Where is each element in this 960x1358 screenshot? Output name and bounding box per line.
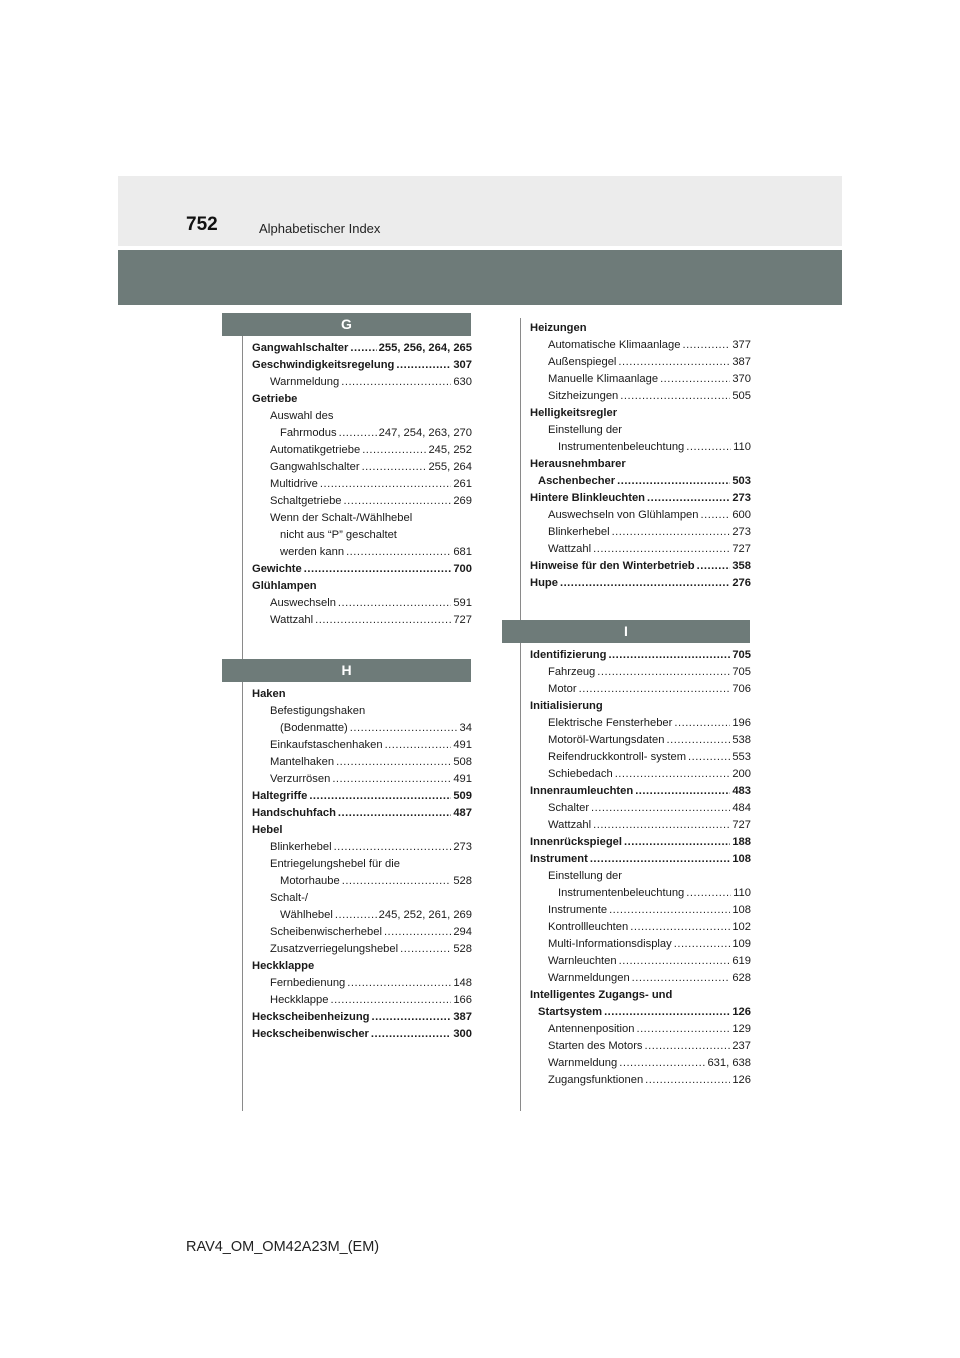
index-entry [242,340,472,357]
entry-term: Blinkerhebel [548,526,610,538]
index-entry [520,558,751,575]
dot-leader [320,476,451,493]
entry-page-ref: 148 [453,977,472,989]
dot-leader [591,800,730,817]
index-entry [520,1055,751,1072]
entry-page-ref: 491 [453,739,472,751]
index-entry [242,975,472,992]
entry-page-ref: 538 [732,734,751,746]
entry-page-ref: 628 [732,972,751,984]
dot-leader [608,647,730,664]
entry-term: Wählhebel [280,909,333,921]
entry-page-ref: 387 [453,1011,472,1023]
entry-page-ref: 727 [732,819,751,831]
index-entry [520,320,751,337]
dot-leader [682,337,730,354]
dot-leader [686,439,731,456]
index-entry [520,354,751,371]
entry-term: Intelligentes Zugangs- und [530,989,673,1001]
index-entry [242,856,472,873]
dot-leader [590,851,731,868]
entry-term: Fahrzeug [548,666,596,678]
index-entry [242,924,472,941]
entry-page-ref: 166 [453,994,472,1006]
dot-leader [701,507,731,524]
entry-page-ref: 681 [453,546,472,558]
document-code: RAV4_OM_OM42A23M_(EM) [186,1239,380,1255]
entry-term: Hupe [530,577,558,589]
entry-term: Entriegelungshebel für die [270,858,400,870]
dot-leader [384,924,451,941]
entry-term: Elektrische Fensterheber [548,717,673,729]
index-entry [520,749,751,766]
index-entry [520,800,751,817]
index-entry [242,703,472,720]
dot-leader [347,975,451,992]
entry-page-ref: 727 [453,614,472,626]
entry-term: Hinweise für den Winterbetrieb [530,560,695,572]
dot-leader [609,902,730,919]
index-entry [520,715,751,732]
dot-leader [339,425,377,442]
letter-heading-h: H [222,659,471,682]
dot-leader [617,473,730,490]
dot-leader [400,941,451,958]
entry-term: Hintere Blinkleuchten [530,492,646,504]
dot-leader [346,544,451,561]
dot-leader [697,558,731,575]
entry-term: Wattzahl [548,543,592,555]
dot-leader [372,1009,452,1026]
entry-page-ref: 245, 252 [428,444,472,456]
right-column [520,320,751,1089]
dot-leader [604,1004,730,1021]
index-entry [242,958,472,975]
entry-page-ref: 307 [453,359,472,371]
entry-page-ref: 600 [732,509,751,521]
dot-leader [674,936,731,953]
index-entry [242,357,472,374]
entry-term: Antennenposition [548,1023,635,1035]
dot-leader [667,732,731,749]
entry-page-ref: 245, 252, 261, 269 [378,909,472,921]
entry-page-ref: 508 [453,756,472,768]
entry-term: Einkaufstaschenhaken [270,739,383,751]
entry-page-ref: 188 [732,836,751,848]
index-entry [520,1021,751,1038]
entry-term: Geschwindigkeitsregelung [252,359,395,371]
index-entry [520,783,751,800]
entry-term: Auswechseln von Glühlampen [548,509,699,521]
entry-page-ref: 727 [732,543,751,555]
dot-leader [597,664,730,681]
entry-page-ref: 370 [732,373,751,385]
index-entry [520,987,751,1004]
index-entry [520,371,751,388]
index-entry [242,493,472,510]
index-entry [242,737,472,754]
page-number: 752 [186,214,218,235]
index-entry [242,476,472,493]
index-entry [520,439,751,456]
entry-page-ref: 619 [732,955,751,967]
header-band [118,176,842,246]
entry-term: Multi-Informationsdisplay [548,938,672,950]
entry-page-ref: 269 [453,495,472,507]
entry-term: Motor [548,683,577,695]
index-entries-h-continued [520,320,751,592]
index-entry [242,595,472,612]
entry-page-ref: 109 [732,938,751,950]
entry-term: Haken [252,688,286,700]
entry-page-ref: 255, 256, 264, 265 [378,342,472,354]
entry-term: Zugangsfunktionen [548,1074,644,1086]
entry-page-ref: 237 [732,1040,751,1052]
entry-term: Gewichte [252,563,302,575]
dot-leader [385,737,452,754]
dot-leader [396,357,451,374]
entry-term: Automatikgetriebe [270,444,361,456]
dot-leader [619,1055,705,1072]
entry-page-ref: 110 [733,887,751,899]
entry-page-ref: 108 [732,853,751,865]
entry-term: Außenspiegel [548,356,617,368]
dot-leader [362,442,426,459]
entry-page-ref: 505 [732,390,751,402]
entry-page-ref: 129 [732,1023,751,1035]
entry-term: Auswechseln [270,597,336,609]
index-entry [520,766,751,783]
dot-leader [341,374,451,391]
index-entry [520,698,751,715]
index-entry [520,902,751,919]
index-entry [242,612,472,629]
dot-leader [315,612,451,629]
entry-page-ref: 255, 264 [428,461,472,473]
entry-term: (Bodenmatte) [280,722,348,734]
entry-term: Instrumente [548,904,608,916]
entry-page-ref: 273 [453,841,472,853]
entry-term: Schaltgetriebe [270,495,342,507]
index-entries-h [242,682,472,1043]
entry-term: Automatische Klimaanlage [548,339,681,351]
entry-page-ref: 631, 638 [707,1057,751,1069]
entry-term: Warnmeldungen [548,972,630,984]
index-entry [242,374,472,391]
entry-term: Einstellung der [548,870,623,882]
entry-page-ref: 553 [732,751,751,763]
entry-term: Schalter [548,802,590,814]
dot-leader [630,919,730,936]
entry-term: Schalt-/ [270,892,308,904]
dot-leader [560,575,730,592]
dot-leader [645,1072,730,1089]
index-entry [520,490,751,507]
entry-term: Gangwahlschalter [252,342,349,354]
entry-term: Mantelhaken [270,756,335,768]
dot-leader [579,681,731,698]
entry-term: Verzurrösen [270,773,331,785]
dot-leader [688,749,730,766]
entry-term: Heckklappe [252,960,315,972]
dot-leader [632,970,731,987]
index-entry [242,510,472,527]
index-entry [242,1026,472,1043]
entry-term: Heizungen [530,322,587,334]
index-entry [242,771,472,788]
letter-heading-g: G [222,313,471,336]
entry-page-ref: 358 [732,560,751,572]
entry-term: Instrument [530,853,588,865]
entry-term: Haltegriffe [252,790,308,802]
entry-page-ref: 126 [732,1074,751,1086]
dot-leader [350,340,376,357]
entry-term: Wattzahl [270,614,314,626]
index-entry [520,834,751,851]
left-column [242,313,472,1043]
entry-page-ref: 528 [453,943,472,955]
entry-page-ref: 300 [453,1028,472,1040]
index-entries-i [520,643,751,1089]
entry-term: Scheibenwischerhebel [270,926,382,938]
index-entry [242,408,472,425]
dot-leader [309,788,451,805]
entry-page-ref: 102 [732,921,751,933]
entry-term: Fahrmodus [280,427,337,439]
entry-page-ref: 387 [732,356,751,368]
dot-leader [362,459,427,476]
dot-leader [593,817,730,834]
index-entry [242,754,472,771]
index-entry [242,1009,472,1026]
index-entry [520,817,751,834]
entry-term: Getriebe [252,393,298,405]
index-entry [242,890,472,907]
index-entry [242,941,472,958]
entry-term: Startsystem [538,1006,603,1018]
entry-term: Handschuhfach [252,807,336,819]
entry-term: Warnleuchten [548,955,617,967]
dot-leader [620,388,730,405]
entry-term: Innenrückspiegel [530,836,623,848]
index-entry [520,919,751,936]
index-entry [242,907,472,924]
dot-leader [624,834,730,851]
index-entry [520,405,751,422]
dot-leader [647,490,730,507]
entry-page-ref: 34 [459,722,472,734]
entry-term: Manuelle Klimaanlage [548,373,659,385]
entry-term: Heckklappe [270,994,329,1006]
entry-page-ref: 377 [732,339,751,351]
index-entry [520,1004,751,1021]
index-entry [520,868,751,885]
entry-page-ref: 200 [732,768,751,780]
dot-leader [338,805,451,822]
entry-term: werden kann [280,546,345,558]
dot-leader [342,873,452,890]
index-entry [520,1072,751,1089]
index-entries-g [242,336,472,629]
index-entry [242,805,472,822]
dot-leader [635,783,730,800]
entry-term: Reifendruckkontroll- system [548,751,687,763]
entry-page-ref: 247, 254, 263, 270 [378,427,472,439]
index-entry [520,732,751,749]
entry-page-ref: 700 [453,563,472,575]
dot-leader [334,839,452,856]
entry-term: Schiebedach [548,768,613,780]
entry-page-ref: 110 [733,441,751,453]
entry-term: Sitzheizungen [548,390,619,402]
dot-leader [618,354,730,371]
entry-page-ref: 273 [732,526,751,538]
index-entry [242,686,472,703]
index-entry [242,561,472,578]
index-entry [242,822,472,839]
dot-leader [338,595,451,612]
index-entry [520,422,751,439]
section-title: Alphabetischer Index [259,221,381,236]
entry-term: Warnmeldung [548,1057,618,1069]
entry-term: Helligkeitsregler [530,407,618,419]
index-entry [242,578,472,595]
entry-term: Motorhaube [280,875,340,887]
index-entry [242,788,472,805]
dot-leader [686,885,731,902]
entry-term: Fernbedienung [270,977,346,989]
entry-page-ref: 630 [453,376,472,388]
header-dark-band [118,250,842,305]
entry-term: Warnmeldung [270,376,340,388]
entry-term: Initialisierung [530,700,603,712]
entry-page-ref: 487 [453,807,472,819]
index-entry [520,524,751,541]
index-entry [520,337,751,354]
index-entry [242,544,472,561]
index-entry [520,885,751,902]
index-entry [242,839,472,856]
entry-term: Auswahl des [270,410,334,422]
entry-page-ref: 108 [732,904,751,916]
dot-leader [615,766,731,783]
entry-term: Heckscheibenwischer [252,1028,369,1040]
entry-term: Glühlampen [252,580,317,592]
entry-term: Aschenbecher [538,475,616,487]
entry-term: Befestigungshaken [270,705,366,717]
index-entry [520,541,751,558]
entry-page-ref: 491 [453,773,472,785]
index-entry [520,647,751,664]
letter-heading-i: I [502,620,750,643]
dot-leader [619,953,731,970]
entry-term: Instrumentenbeleuchtung [558,441,685,453]
entry-term: Starten des Motors [548,1040,643,1052]
entry-term: Heckscheibenheizung [252,1011,370,1023]
entry-page-ref: 261 [453,478,472,490]
entry-page-ref: 528 [453,875,472,887]
entry-term: Instrumentenbeleuchtung [558,887,685,899]
index-entry [242,720,472,737]
dot-leader [344,493,452,510]
index-entry [520,1038,751,1055]
index-entry [242,425,472,442]
dot-leader [645,1038,731,1055]
index-entry [242,442,472,459]
entry-page-ref: 503 [732,475,751,487]
index-entry [520,388,751,405]
entry-page-ref: 294 [453,926,472,938]
index-entry [520,681,751,698]
entry-page-ref: 276 [732,577,751,589]
entry-page-ref: 705 [732,649,751,661]
dot-leader [336,754,451,771]
dot-leader [304,561,452,578]
index-entry [520,664,751,681]
dot-leader [371,1026,451,1043]
dot-leader [332,771,451,788]
index-entry [242,527,472,544]
entry-term: Einstellung der [548,424,623,436]
entry-term: Identifizierung [530,649,607,661]
entry-term: Wenn der Schalt-/Wählhebel [270,512,413,524]
dot-leader [660,371,730,388]
entry-term: Zusatzverriegelungshebel [270,943,399,955]
index-entry [242,873,472,890]
entry-page-ref: 706 [732,683,751,695]
index-entry [520,456,751,473]
entry-term: Hebel [252,824,283,836]
index-entry [520,970,751,987]
entry-term: Herausnehmbarer [530,458,626,470]
index-entry [242,391,472,408]
dot-leader [674,715,730,732]
entry-page-ref: 705 [732,666,751,678]
index-entry [520,473,751,490]
entry-term: Motoröl-Wartungsdaten [548,734,665,746]
entry-term: nicht aus “P” geschaltet [280,529,397,541]
entry-term: Multidrive [270,478,318,490]
index-entry [242,992,472,1009]
entry-page-ref: 591 [453,597,472,609]
entry-term: Blinkerhebel [270,841,332,853]
dot-leader [350,720,458,737]
entry-term: Kontrollleuchten [548,921,629,933]
entry-term: Innenraumleuchten [530,785,634,797]
dot-leader [612,524,731,541]
index-entry [520,851,751,868]
index-entry [520,575,751,592]
entry-page-ref: 483 [732,785,751,797]
index-entry [520,507,751,524]
index-entry [520,953,751,970]
dot-leader [636,1021,730,1038]
index-entry [242,459,472,476]
dot-leader [593,541,730,558]
entry-page-ref: 273 [732,492,751,504]
index-entry [520,936,751,953]
entry-term: Gangwahlschalter [270,461,360,473]
entry-page-ref: 484 [732,802,751,814]
entry-page-ref: 196 [732,717,751,729]
entry-page-ref: 509 [453,790,472,802]
entry-term: Wattzahl [548,819,592,831]
dot-leader [330,992,451,1009]
entry-page-ref: 126 [732,1006,751,1018]
dot-leader [335,907,377,924]
